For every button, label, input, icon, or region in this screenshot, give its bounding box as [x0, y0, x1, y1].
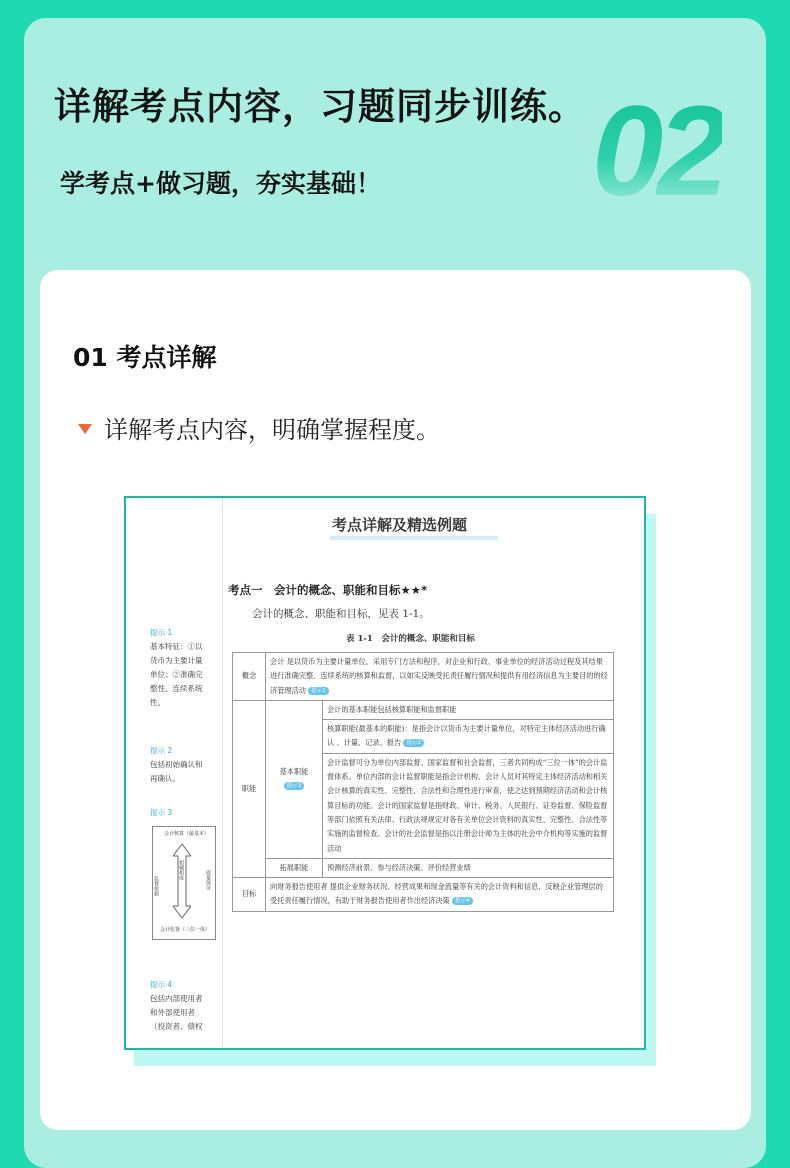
- table-cell: 会计的基本职能包括核算职能和监督职能: [323, 700, 614, 719]
- table-row: [233, 653, 614, 701]
- hint-tag: 提示2: [403, 739, 424, 747]
- hint-title: 提示 2: [150, 746, 173, 755]
- table-cell: 拓展职能: [266, 858, 323, 877]
- margin-divider: [222, 498, 223, 1048]
- hint-2: 提示 2 包括初始确认和 再确认。: [150, 746, 203, 783]
- diagram-bottom: 会计监督（三位一体）: [160, 927, 211, 933]
- table-cell: 会计监督可分为单位内部监督、国家监督和社会监督，三者共同构成“三位一体”的会计监督体系。单位内部的会计监督职能是指会计机构、会计人员对其特定主体经济活动和相关会计核算的真实性、完整性、合法性和合理性进行审查，使之达到预期经济活动和会计核算目标的功能。会计的国家监督是指财政、审计、税务、人民银行、证券监督、保险监督等部门依照有关法律、行政法规规定对各有关单位会计资料的真实性、完整性、合法性等实施的监督检查。会计的社会监督是指以注册会计师为主体的社会中介机构等实施的监督活动: [323, 753, 614, 858]
- basic-label: 基本职能: [279, 767, 309, 777]
- section-number: 02: [592, 80, 723, 223]
- table-row: [233, 858, 614, 877]
- diagram-left: 监督依据: [153, 876, 159, 896]
- hint-3: [150, 806, 172, 820]
- diagram-top: 会计核算（最基本）: [164, 831, 210, 837]
- hint-title: 提示 3: [150, 808, 173, 817]
- book-page-image: [124, 496, 646, 1050]
- table-cell: 向财务报告使用者 提供企业财务状况、经营成果和现金流量等有关的会计资料和信息，反映企业管理层的受托责任履行情况，有助于财务报告使用者作出经济决策 提示4: [266, 878, 614, 912]
- table-cell: [266, 700, 323, 858]
- concept-table: [232, 652, 614, 912]
- point-title: 考点一 会计的概念、职能和目标★★*: [228, 583, 428, 597]
- hint-1: 提示 1 基本特征：①以 货币为主要计量 单位；②准确完 整性、连续系统 性。: [150, 628, 203, 707]
- content-card: [40, 270, 751, 1130]
- diagram-middle: 相辅相成: [178, 860, 184, 880]
- row-label: 目标: [233, 878, 266, 912]
- row-label: 职能: [233, 700, 266, 877]
- intro-text: 会计的概念、职能和目标，见表 1-1。: [252, 608, 430, 620]
- table-caption: 表 1-1 会计的概念、职能和目标: [346, 634, 475, 644]
- title-underline: [330, 536, 498, 540]
- hint-tag: 提示1: [308, 687, 329, 695]
- page-title: 详解考点内容，习题同步训练。: [54, 85, 586, 128]
- book-page-title: 考点详解及精选例题: [332, 516, 468, 534]
- table-cell: 核算职能(最基本的职能)：是指会计以货币为主要计量单位，对特定主体经济活动进行确认 、计量、记录、报告 提示2: [323, 720, 614, 754]
- hint-title: 提示 4: [150, 980, 173, 989]
- table-row: [233, 700, 614, 719]
- hint-tag: 提示3: [284, 782, 305, 790]
- table-cell: [266, 653, 614, 701]
- row-label: 概念: [233, 653, 266, 701]
- concept-text: 会计 是以货币为主要计量单位，采用专门方法和程序，对企业和行政、事业单位的经济活动过程及其结果进行准确完整、连续系统的核算和监督，以如实反映受托责任履行情况和提供有用经济信息为主要目的的经济管理活动: [270, 657, 608, 695]
- hint-tag: 提示4: [452, 897, 473, 905]
- triangle-bullet-icon: [78, 424, 92, 434]
- bullet-text: 详解考点内容，明确掌握程度。: [104, 416, 440, 444]
- double-arrow-icon: [173, 844, 191, 918]
- page-subtitle: 学考点+做习题，夯实基础！: [60, 169, 381, 198]
- hint-4: 提示 4 包括内部使用者 和外部使用者 （投资者、债权: [150, 980, 203, 1031]
- table-cell: 预测经济前景、参与经济决策、评价经营业绩: [323, 858, 614, 877]
- hint-title: 提示 1: [150, 628, 173, 637]
- diagram-right: 质量保证: [205, 870, 211, 890]
- section-title: 01 考点详解: [73, 343, 217, 372]
- table-row: [233, 878, 614, 912]
